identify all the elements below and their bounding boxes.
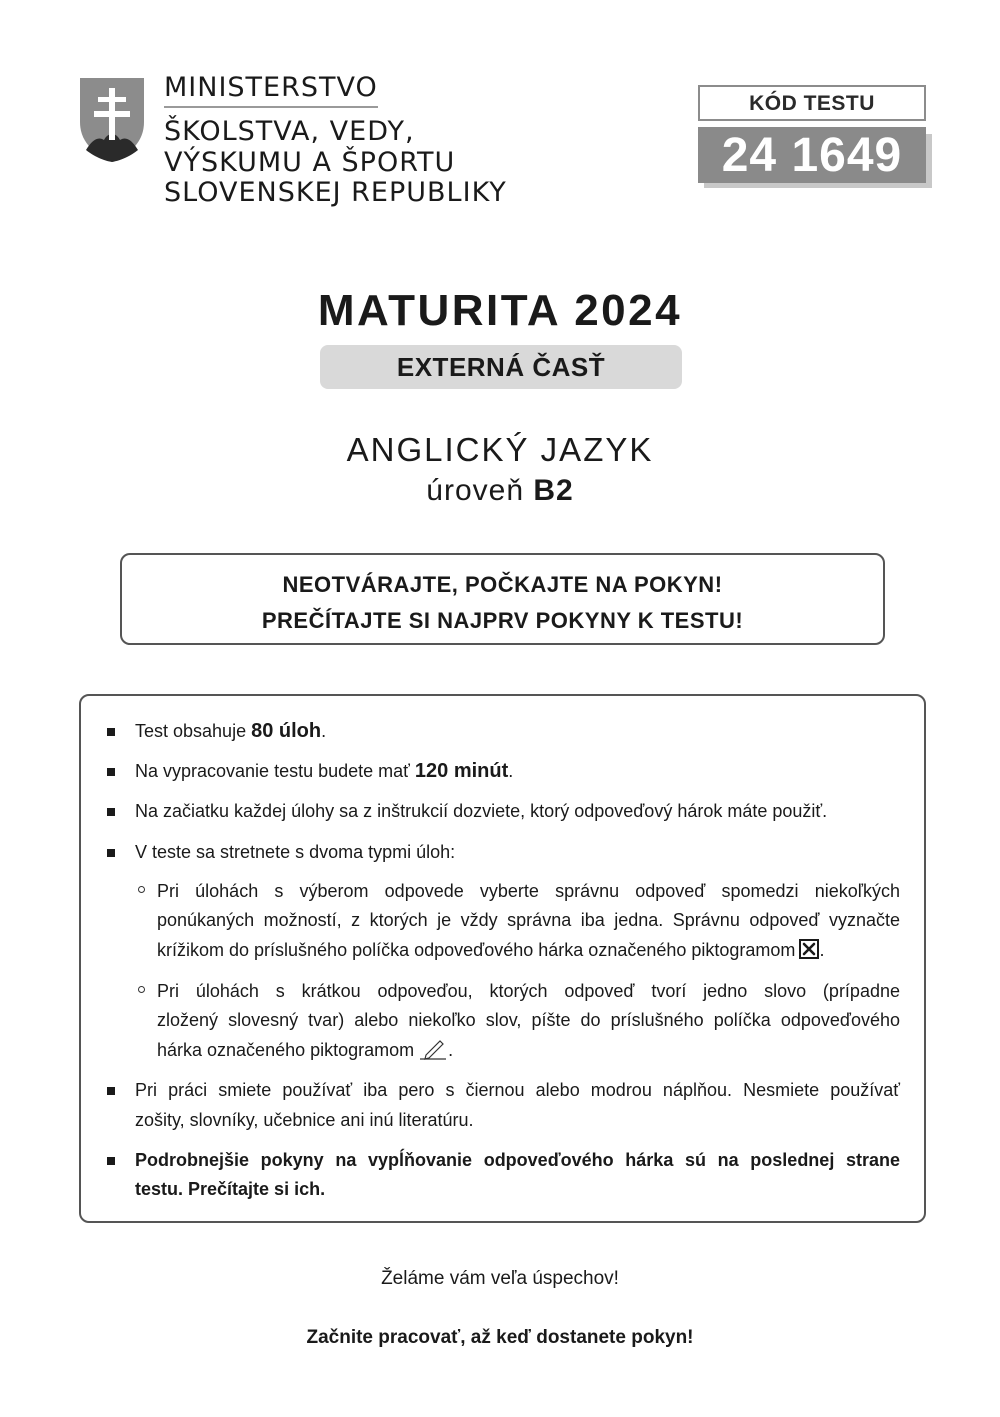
sub-instruction-line [157,935,824,965]
bullet-icon [107,808,115,816]
warning-line: PREČÍTAJTE SI NAJPRV POKYNY K TESTU! [261,608,744,633]
instruction-item [135,756,513,786]
warning-box [120,553,885,645]
period: . [448,1040,454,1060]
bullet-icon [107,768,115,776]
sub-instruction-text: hárka označeného piktogramom [157,1040,415,1060]
sub-instruction-text: krížikom do príslušného políčka odpoveďového hárka označeného piktogramom [157,940,796,960]
instruction-item: V teste sa stretnete s dvoma typmi úloh: [135,842,456,862]
subject-title: ANGLICKÝ JAZYK [346,431,654,468]
exam-part-badge: EXTERNÁ ČASŤ [320,345,682,389]
slovak-coat-of-arms-icon [78,76,146,164]
ministry-line: VÝSKUMU A ŠPORTU [164,146,456,178]
level-line [0,472,1000,510]
good-luck-text: Želáme vám veľa úspechov! [381,1268,619,1289]
ministry-divider [164,106,378,108]
ministry-name [164,117,507,209]
time-limit: 120 minút [414,760,509,782]
bullet-icon [107,1157,115,1165]
bullet-icon [107,728,115,736]
ministry-line: ŠKOLSTVA, VEDY, [164,116,415,147]
instruction-line: testu. Prečítajte si ich. [135,1179,326,1199]
cross-box-icon [799,939,819,959]
sub-instruction-line [157,1035,453,1065]
test-code-value: 24 1649 [698,127,926,183]
start-instruction: Začnite pracovať, až keď dostanete pokyn! [306,1327,694,1348]
sub-bullet-icon [138,986,145,993]
pen-icon [418,1038,448,1060]
sub-instruction-line: Pri úlohách s výberom odpovede vyberte správnu odpoveď spomedzi niekoľkých [157,881,900,901]
ministry-line: SLOVENSKEJ REPUBLIKY [164,177,507,208]
instruction-line: Podrobnejšie pokyny na vypĺňovanie odpoveďového hárka sú na poslednej strane [135,1150,900,1170]
bullet-icon [107,1087,115,1095]
period: . [819,940,825,960]
instruction-item [135,716,326,746]
instruction-line: Pri práci smiete používať iba pero s čiernou alebo modrou náplňou. Nesmiete používať [135,1080,900,1100]
sub-bullet-icon [138,886,145,893]
level-prefix: úroveň [426,474,525,507]
sub-instruction-line: zložený slovesný tvar) alebo niekoľko slov, píšte do príslušného políčka odpoveďového [157,1010,900,1030]
instruction-item: Na začiatku každej úlohy sa z inštrukcií dozviete, ktorý odpoveďový hárok máte použiť. [135,801,828,821]
sub-instruction-line: Pri úlohách s krátkou odpoveďou, ktorých odpoveď tvorí jedno slovo (prípadne [157,981,900,1001]
page-title: MATURITA 2024 [317,286,683,335]
bullet-icon [107,849,115,857]
sub-instruction-line: ponúkaných možností, z ktorých je vždy správna iba jedna. Správnu odpoveď vyznačte [157,910,900,930]
level-value: B2 [533,474,574,507]
test-code-label: KÓD TESTU [698,85,926,121]
instruction-text: . [321,721,327,741]
instruction-text: Test obsahuje [135,721,252,741]
instruction-line: zošity, slovníky, učebnice ani inú literatúru. [135,1110,474,1130]
ministry-name-top: MINISTERSTVO [164,72,378,103]
warning-line: NEOTVÁRAJTE, POČKAJTE NA POKYN! [282,572,723,597]
instruction-text: Na vypracovanie testu budete mať [135,761,415,781]
task-count: 80 úloh [251,720,322,742]
instruction-text: . [508,761,514,781]
